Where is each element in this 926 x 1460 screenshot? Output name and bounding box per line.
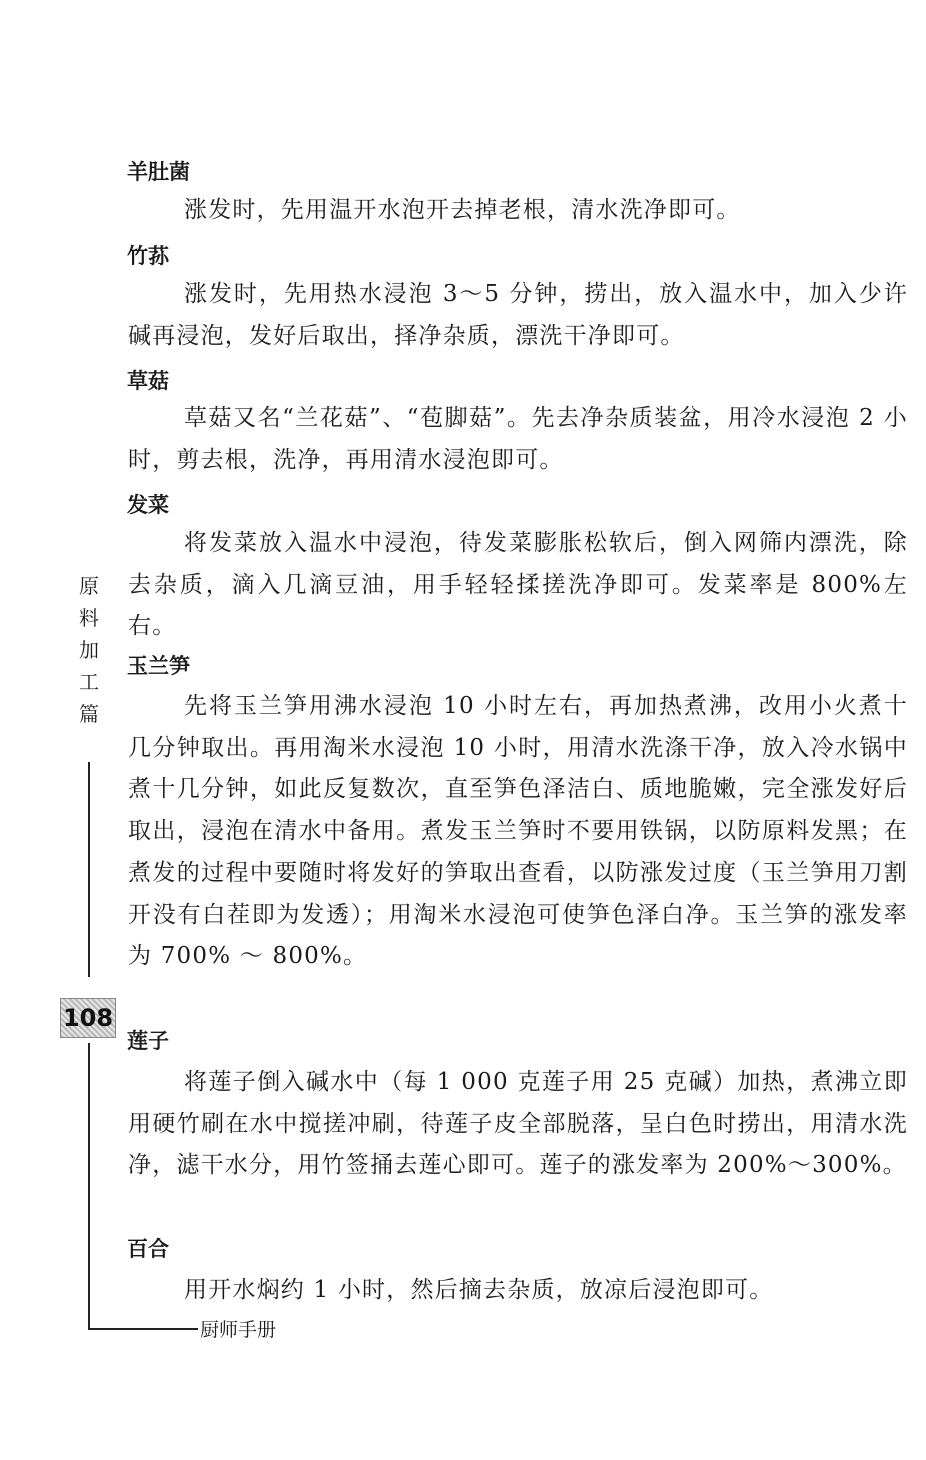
footer-rule [88, 1328, 198, 1330]
side-title-char: 料 [79, 606, 99, 630]
section-heading-yulansun: 玉兰笋 [127, 654, 190, 678]
side-title-char: 加 [79, 638, 99, 662]
section-text-lianzi: 将莲子倒入碱水中（每 1 000 克莲子用 25 克碱）加热，煮沸立即用硬竹刷在水中搅搓冲刷，待莲子皮全部脱落，呈白色时捞出，用清水洗净，滤干水分，用竹签捅去莲心即可。莲子的涨发率为 200%～300%。 [128, 1069, 908, 1179]
margin-rule-top [88, 762, 90, 977]
section-text-caogu: 草菇又名“兰花菇”、“苞脚菇”。先去净杂质装盆，用冷水浸泡 2 小时，剪去根，洗净，再用清水浸泡即可。 [128, 405, 908, 473]
section-heading-lianzi: 莲子 [127, 1029, 169, 1053]
page-number: 108 [60, 998, 116, 1038]
side-title-char: 工 [79, 670, 99, 694]
section-heading-zhusun: 竹荪 [127, 244, 169, 268]
book-title-footer: 厨师手册 [200, 1319, 277, 1341]
section-text-yulansun: 先将玉兰笋用沸水浸泡 10 小时左右，再加热煮沸，改用小火煮十几分钟取出。再用淘米水浸泡 10 小时，用清水洗涤干净，放入冷水锅中煮十几分钟，如此反复数次，直至笋色泽洁白、质地脆嫩，完全涨发好后取出，浸泡在清水中备用。煮发玉兰笋时不要用铁锅，以防原料发黑；在煮发的过程中要随时将发好的笋取出查看，以防涨发过度（玉兰笋用刀割开没有白茬即为发透）；用淘米水浸泡可使笋色泽白净。玉兰笋的涨发率为 700% ～ 800%。 [128, 693, 908, 970]
section-heading-baihe: 百合 [127, 1237, 169, 1261]
section-text-yangdujun: 涨发时，先用温开水泡开去掉老根，清水洗净即可。 [184, 197, 741, 223]
side-chapter-title [74, 570, 104, 730]
section-text-zhusun: 涨发时，先用热水浸泡 3～5 分钟，捞出，放入温水中，加入少许碱再浸泡，发好后取出，择净杂质，漂洗干净即可。 [128, 281, 908, 349]
section-heading-yangdujun: 羊肚菌 [127, 160, 190, 184]
section-heading-caogu: 草菇 [127, 369, 169, 393]
section-text-facai: 将发菜放入温水中浸泡，待发菜膨胀松软后，倒入网筛内漂洗，除去杂质，滴入几滴豆油，用手轻轻揉搓洗净即可。发菜率是 800%左右。 [128, 530, 908, 640]
section-text-baihe: 用开水焖约 1 小时，然后摘去杂质，放凉后浸泡即可。 [184, 1277, 774, 1303]
section-heading-facai: 发菜 [127, 493, 169, 517]
margin-rule-bottom [88, 1043, 90, 1330]
side-title-char: 原 [79, 574, 99, 598]
side-title-char: 篇 [79, 702, 99, 726]
